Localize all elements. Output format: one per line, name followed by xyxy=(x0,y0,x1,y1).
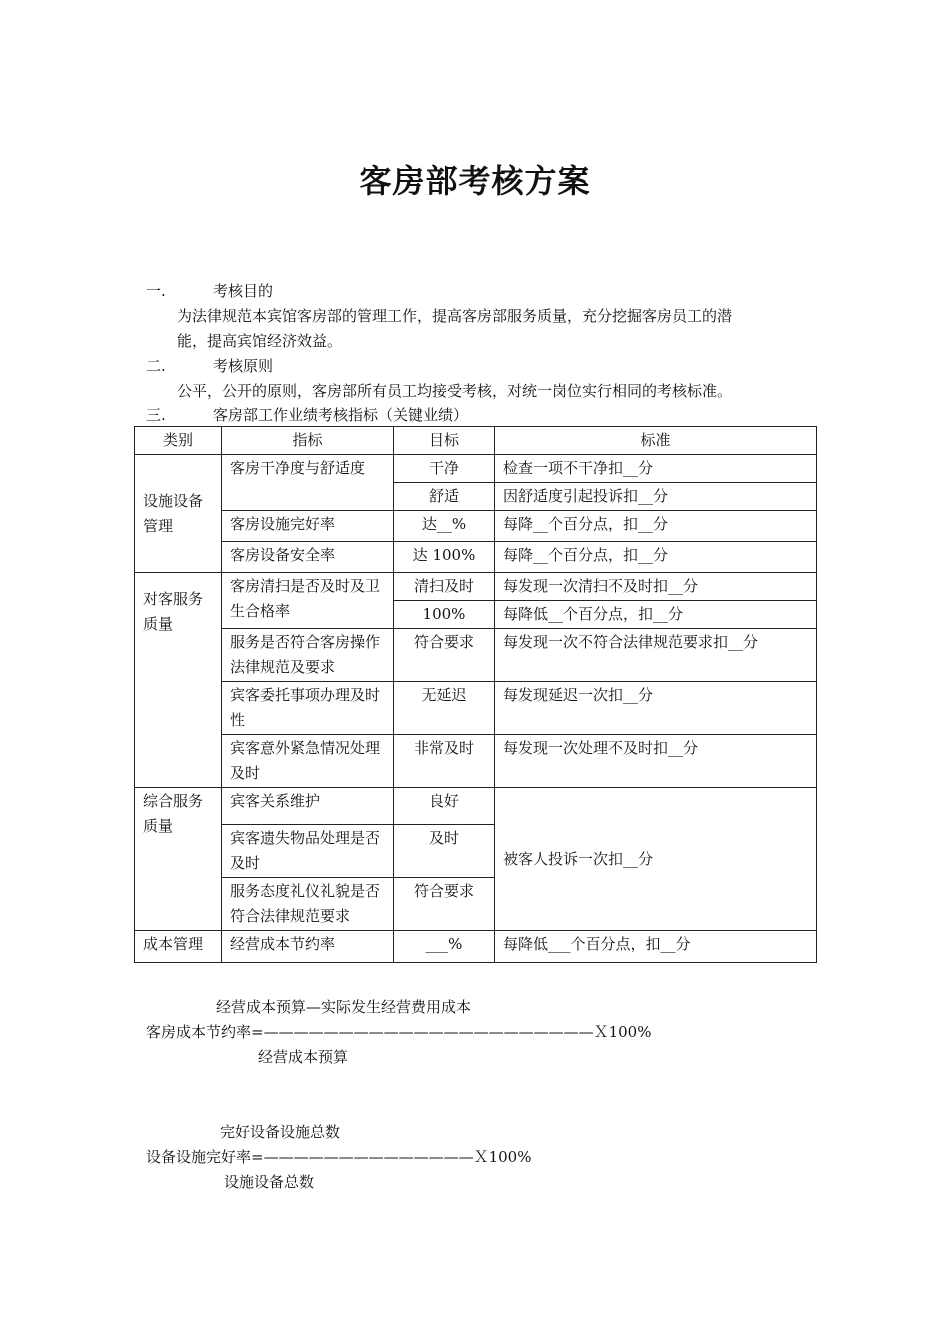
standard-cell: 每发现一次不符合法律规范要求扣__分 xyxy=(495,629,817,682)
indicator-cell: 宾客关系维护 xyxy=(222,788,394,825)
fraction-bar: —————————————————————— xyxy=(263,1023,594,1041)
category-cell: 综合服务质量 xyxy=(135,788,222,931)
category-cell: 成本管理 xyxy=(135,931,222,963)
section-body-line: 为法律规范本宾馆客房部的管理工作，提高客房部服务质量，充分挖掘客房员工的潜 xyxy=(177,307,733,325)
indicator-cell: 客房设备安全率 xyxy=(222,542,394,573)
formula-denominator: 设施设备总数 xyxy=(224,1173,315,1191)
page-title: 客房部考核方案 xyxy=(359,162,591,200)
target-cell: 符合要求 xyxy=(394,878,495,931)
table-row xyxy=(135,629,817,682)
indicator-cell: 宾客遗失物品处理是否及时 xyxy=(222,825,394,878)
standard-cell: 每降低__个百分点，扣__分 xyxy=(495,601,817,629)
standard-cell: 每降__个百分点，扣__分 xyxy=(495,542,817,573)
standard-cell: 每降低___个百分点，扣__分 xyxy=(495,931,817,963)
table-row xyxy=(135,788,817,825)
target-cell: 非常及时 xyxy=(394,735,495,788)
indicator-cell: 服务态度礼仪礼貌是否符合法律规范要求 xyxy=(222,878,394,931)
target-cell: 良好 xyxy=(394,788,495,825)
standard-cell: 每发现一次处理不及时扣__分 xyxy=(495,735,817,788)
target-cell: 及时 xyxy=(394,825,495,878)
target-cell: 舒适 xyxy=(394,483,495,511)
section-heading: 客房部工作业绩考核指标（关键业绩） xyxy=(213,406,469,424)
standard-cell: 每发现一次清扫不及时扣__分 xyxy=(495,573,817,601)
standard-cell: 被客人投诉一次扣__分 xyxy=(495,788,817,931)
table-row xyxy=(135,931,817,963)
section-number: 二. xyxy=(146,357,166,375)
category-cell: 设施设备管理 xyxy=(135,455,222,573)
category-cell: 对客服务质量 xyxy=(135,573,222,788)
section-number: 三. xyxy=(146,406,166,424)
table-row xyxy=(135,542,817,573)
indicator-cell: 经营成本节约率 xyxy=(222,931,394,963)
indicator-cell: 客房清扫是否及时及卫生合格率 xyxy=(222,573,394,629)
target-cell: 干净 xyxy=(394,455,495,483)
standard-cell: 每降__个百分点，扣__分 xyxy=(495,511,817,542)
indicator-cell: 客房设施完好率 xyxy=(222,511,394,542)
table-row xyxy=(135,511,817,542)
formula-lhs: 设备设施完好率= xyxy=(146,1148,264,1166)
target-cell: 清扫及时 xyxy=(394,573,495,601)
indicator-cell: 服务是否符合客房操作法律规范及要求 xyxy=(222,629,394,682)
standard-cell: 每发现延迟一次扣__分 xyxy=(495,682,817,735)
section-number: 一. xyxy=(146,282,166,300)
target-cell: 达 100% xyxy=(394,542,495,573)
section-body-line: 公平，公开的原则，客房部所有员工均接受考核，对统一岗位实行相同的考核标准。 xyxy=(177,382,733,400)
table-row xyxy=(135,735,817,788)
section-body-line: 能，提高宾馆经济效益。 xyxy=(177,332,343,350)
target-cell: 100% xyxy=(394,601,495,629)
formula-rhs: Ｘ100% xyxy=(473,1148,532,1166)
target-cell: 符合要求 xyxy=(394,629,495,682)
indicator-cell: 宾客意外紧急情况处理及时 xyxy=(222,735,394,788)
section-heading: 考核目的 xyxy=(213,282,274,300)
section-heading: 考核原则 xyxy=(213,357,274,375)
formula-numerator: 经营成本预算—实际发生经营费用成本 xyxy=(216,998,472,1016)
fraction-bar: —————————————— xyxy=(263,1148,474,1166)
formula-line xyxy=(146,1146,531,1167)
column-header: 标准 xyxy=(495,427,817,455)
standard-cell: 检查一项不干净扣__分 xyxy=(495,455,817,483)
column-header: 类别 xyxy=(135,427,222,455)
indicator-cell: 宾客委托事项办理及时性 xyxy=(222,682,394,735)
formula-line xyxy=(146,1021,651,1042)
standard-cell: 因舒适度引起投诉扣__分 xyxy=(495,483,817,511)
indicator-cell: 客房干净度与舒适度 xyxy=(222,455,394,511)
target-cell: 无延迟 xyxy=(394,682,495,735)
table-header-row xyxy=(135,427,817,455)
table-row xyxy=(135,573,817,601)
table-row xyxy=(135,455,817,483)
column-header: 目标 xyxy=(394,427,495,455)
formula-lhs: 客房成本节约率= xyxy=(146,1023,264,1041)
formula-denominator: 经营成本预算 xyxy=(258,1048,349,1066)
kpi-table xyxy=(134,426,817,963)
formula-rhs: Ｘ100% xyxy=(593,1023,652,1041)
table-row xyxy=(135,682,817,735)
target-cell: 达__% xyxy=(394,511,495,542)
column-header: 指标 xyxy=(222,427,394,455)
target-cell: ___% xyxy=(394,931,495,963)
formula-numerator: 完好设备设施总数 xyxy=(220,1123,341,1141)
